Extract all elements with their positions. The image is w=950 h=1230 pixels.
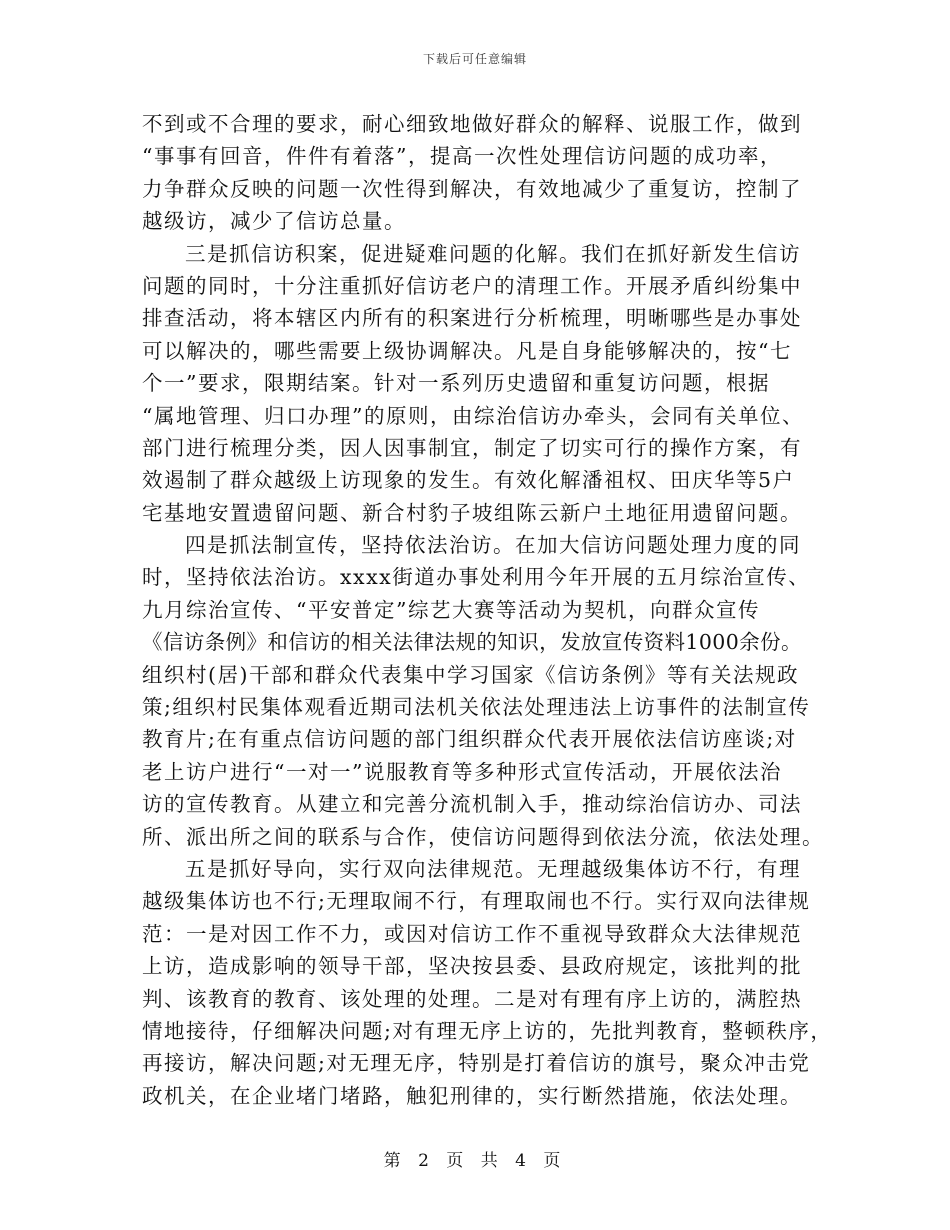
document-body	[142, 108, 833, 1112]
text-line: 再接访，解决问题;对无理无序，特别是打着信访的旗号，聚众冲击党	[142, 1051, 811, 1076]
text-line: 宅基地安置遗留问题、新合村豹子坡组陈云新户土地征用遗留问题。	[142, 500, 802, 525]
text-line: “事事有回音，件件有着落”，提高一次性处理信访问题的成功率，	[142, 144, 782, 169]
text-line: 问题的同时，十分注重抓好信访老户的清理工作。开展矛盾纠纷集中	[142, 273, 802, 298]
text-line: 越级集体访也不行;无理取闹不行，有理取闹也不行。实行双向法律规	[142, 889, 811, 914]
text-line: 《信访条例》和信访的相关法律法规的知识，发放宣传资料1000余份。	[142, 630, 802, 655]
text-line: 个一”要求，限期结案。针对一系列历史遗留和重复访问题，根据	[142, 371, 770, 396]
paragraph-start-line: 三是抓信访积案，促进疑难问题的化解。我们在抓好新发生信访	[185, 241, 801, 266]
text-line: 越级访，减少了信访总量。	[142, 209, 406, 234]
text-line: 上访，造成影响的领导干部，坚决按县委、县政府规定，该批判的批	[142, 954, 802, 979]
text-line: “属地管理、归口办理”的原则，由综治信访办牵头，会同有关单位、	[142, 403, 804, 428]
text-line: 力争群众反映的问题一次性得到解决，有效地减少了重复访，控制了	[142, 176, 802, 201]
text-line: 可以解决的，哪些需要上级协调解决。凡是自身能够解决的，按“七	[142, 338, 792, 363]
text-line: 部门进行梳理分类，因人因事制宜，制定了切实可行的操作方案，有	[142, 435, 802, 460]
page-number: 第 2 页 共 4 页	[383, 1151, 567, 1171]
text-line: 所、派出所之间的联系与合作，使信访问题得到依法分流，依法处理。	[142, 824, 824, 849]
text-line: 范：一是对因工作不力，或因对信访工作不重视导致群众大法律规范	[142, 921, 802, 946]
text-line: 九月综治宣传、“平安普定”综艺大赛等活动为契机，向群众宣传	[142, 597, 760, 622]
text-line: 排查活动，将本辖区内所有的积案进行分析梳理，明晰哪些是办事处	[142, 306, 802, 331]
text-line: 情地接待，仔细解决问题;对有理无序上访的，先批判教育，整顿秩序，	[142, 1018, 833, 1043]
text-line: 组织村(居)干部和群众代表集中学习国家《信访条例》等有关法规政	[142, 662, 799, 687]
paragraph-start-line: 四是抓法制宣传，坚持依法治访。在加大信访问题处理力度的同	[185, 533, 801, 558]
text-line: 时，坚持依法治访。xxxx街道办事处利用今年开展的五月综治宣传、	[142, 565, 811, 590]
page-header-note: 下载后可任意编辑	[422, 52, 527, 66]
text-line: 效遏制了群众越级上访现象的发生。有效化解潘祖权、田庆华等5户	[142, 468, 795, 493]
text-line: 策;组织村民集体观看近期司法机关依法处理违法上访事件的法制宣传	[142, 695, 811, 720]
text-line: 访的宣传教育。从建立和完善分流机制入手，推动综治信访办、司法	[142, 792, 802, 817]
paragraph-start-line: 五是抓好导向，实行双向法律规范。无理越级集体访不行，有理	[185, 856, 801, 881]
text-line: 教育片;在有重点信访问题的部门组织群众代表开展依法信访座谈;对	[142, 727, 797, 752]
text-line: 判、该教育的教育、该处理的处理。二是对有理有序上访的，满腔热	[142, 986, 802, 1011]
text-line: 老上访户进行“一对一”说服教育等多种形式宣传活动，开展依法治	[142, 759, 782, 784]
text-line: 政机关，在企业堵门堵路，触犯刑律的，实行断然措施，依法处理。	[142, 1083, 802, 1108]
text-line: 不到或不合理的要求，耐心细致地做好群众的解释、说服工作，做到	[142, 112, 802, 136]
